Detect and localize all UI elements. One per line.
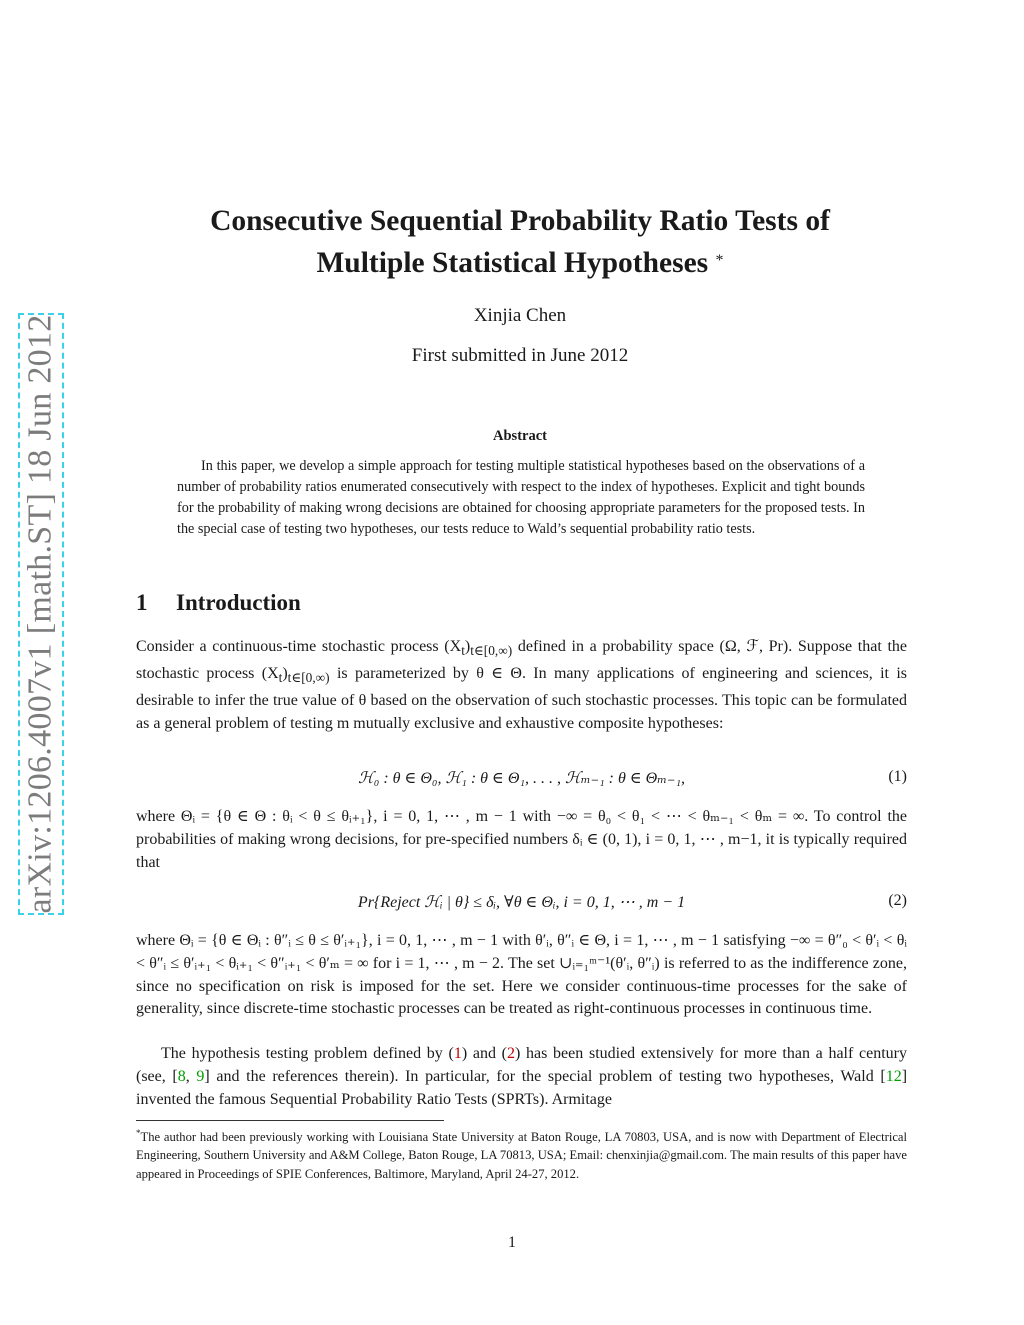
equation-1-body: ℋ₀ : θ ∈ Θ₀, ℋ₁ : θ ∈ Θ₁, . . . , ℋₘ₋₁ : θ ∈ Θₘ₋₁, [357,770,686,787]
paragraph-2: where Θᵢ = {θ ∈ Θ : θᵢ < θ ≤ θᵢ₊₁}, i = 0, 1, ⋯ , m − 1 with −∞ = θ₀ < θ₁ < ⋯ < θₘ₋₁ < θₘ = ∞. To control the probabilities of making wrong decisions, for pre-specified numbers δᵢ ∈ (0, 1), i = 0, 1, ⋯ , m−1, it is typically required that [136,808,907,871]
section-number: 1 [136,590,148,615]
submission-date: First submitted in June 2012 [411,345,629,366]
p4-e: ] and the references therein). In particular, for the special problem of testing two hypotheses, Wald [ [204,1067,886,1085]
p4-d: , [185,1067,197,1085]
citation-12[interactable]: 12 [885,1067,902,1085]
paper-title [130,200,910,284]
title-footnote-mark: * [715,252,724,269]
footnote-mark: * [136,1128,141,1138]
p1-sub-a: t [461,643,465,659]
abstract-text: In this paper, we develop a simple approach for testing multiple statistical hypotheses based on the observations of a number of probability ratios enumerated consecutively with respect to the index of hypotheses. Explicit and tight bounds for the probability of making wrong decisions are obtained for choosing appropriate parameters for the proposed tests. In the special case of testing two hypotheses, our tests reduce to Wald’s sequential probability ratio tests. [177,458,865,537]
p1-d: ) [282,664,288,682]
abstract-heading: Abstract [493,428,547,444]
p1-e: is parameterized by θ ∈ Θ. In many applications of engineering and sciences, it is desirable to infer the true value of θ based on the observation of such stochastic processes. This topic can be formulated as a general problem of testing m mutually exclusive and exhaustive composite hypotheses: [136,664,908,732]
section-heading [136,590,301,616]
footnote-rule [136,1120,444,1121]
p4-c: ) has been studied extensively for more than a half century (see, [ [136,1045,907,1085]
p4-f: ] invented the famous Sequential Probability Ratio Tests (SPRTs). Armitage [136,1067,908,1108]
author: Xinjia Chen [473,305,567,326]
section-title: Introduction [176,590,301,615]
equation-2-number: (2) [888,892,907,909]
footnote [136,1124,907,1183]
title-line-1: Consecutive Sequential Probability Ratio Tests of [210,205,830,237]
p4-a: The hypothesis testing problem defined by ( [161,1045,454,1062]
p1-c: defined in a probability space (Ω, ℱ, Pr). Suppose that the stochastic process (X [136,638,907,682]
title-line-2-text: Multiple Statistical Hypotheses [316,247,709,279]
equation-ref-2[interactable]: 2 [507,1045,515,1062]
paragraph-4 [136,1043,907,1111]
arxiv-id: arXiv:1206.4007v1 [math.ST] 18 Jun 2012 [22,314,60,914]
title-line-2 [130,242,910,284]
p1-b: ) [464,638,471,655]
citation-9[interactable]: 9 [196,1067,205,1085]
equation-ref-1[interactable]: 1 [453,1045,462,1062]
p4-b: ) and ( [461,1045,507,1062]
p1-sub-d: t∈[0,∞) [287,670,330,686]
arxiv-stamp [18,313,64,915]
citation-8[interactable]: 8 [177,1067,186,1085]
p1-sub-b: t∈[0,∞) [470,643,513,659]
p1-sub-c: t [278,670,283,686]
paragraph-1 [136,636,907,736]
p1-a: Consider a continuous-time stochastic process (X [136,638,462,655]
footnote-text: The author had been previously working with Louisiana State University at Baton Rouge, LA 70803, USA, and is now with Department of Electrical Engineering, Southern University and A&M College, Baton Rouge, LA 70813, USA; Email: chenxinjia@gmail.com. The main results of this paper have appeared in Proceedings of SPIE Conferences, Baltimore, Maryland, April 24-27, 2012. [136,1130,907,1181]
page-number: 1 [508,1234,516,1251]
equation-2-body: Pr{Reject ℋᵢ | θ} ≤ δᵢ, ∀θ ∈ Θᵢ, i = 0, 1, ⋯ , m − 1 [357,894,686,911]
equation-1-number: (1) [888,768,907,785]
paragraph-3: where Θᵢ = {θ ∈ Θᵢ : θ″ᵢ ≤ θ ≤ θ′ᵢ₊₁}, i = 0, 1, ⋯ , m − 1 with θ′ᵢ, θ″ᵢ ∈ Θ, i = 1, ⋯ , m − 1 satisfying −∞ = θ″₀ < θ′ᵢ < θᵢ < θ″ᵢ ≤ θ′ᵢ₊₁ < θᵢ₊₁ < θ″ᵢ₊₁ < θ′ₘ = ∞ for i = 1, ⋯ , m − 2. The set ∪ᵢ₌₁ᵐ⁻¹(θ′ᵢ, θ″ᵢ) is referred to as the indifference zone, since no specification on risk is imposed for the set. Here we consider continuous-time processes for the sake of generality, since discrete-time stochastic processes can be treated as right-continuous processes in continuous time. [136,932,907,1018]
